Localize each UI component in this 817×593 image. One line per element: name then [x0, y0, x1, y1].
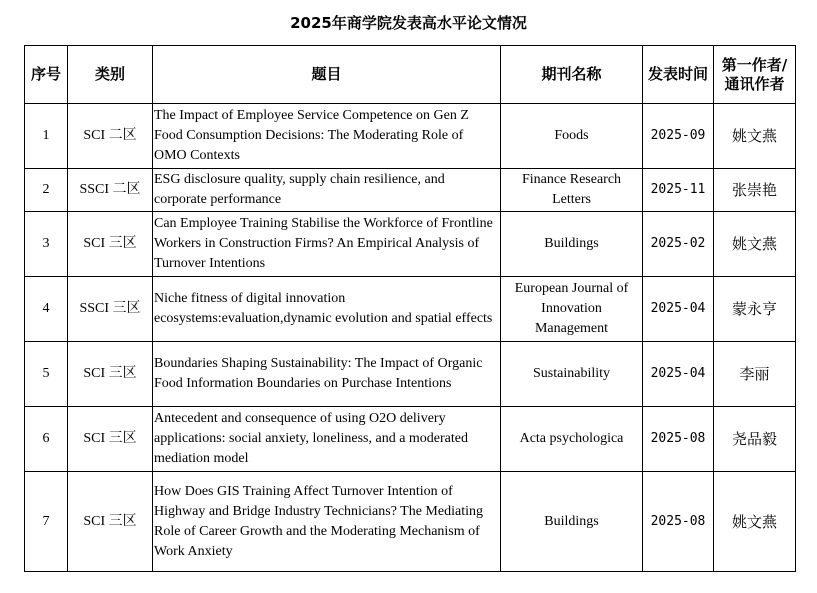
row-date: 2025-04	[643, 342, 714, 407]
row-paper-title: The Impact of Employee Service Competence on Gen Z Food Consumption Decisions: The Moderating Role of OMO Contexts	[153, 104, 501, 169]
row-category: SCI 二区	[68, 104, 153, 169]
row-category: SSCI 二区	[68, 169, 153, 212]
row-date: 2025-08	[643, 472, 714, 572]
row-paper-title: Can Employee Training Stabilise the Workforce of Frontline Workers in Construction Firms? An Empirical Analysis of Turnover Intentions	[153, 212, 501, 277]
header-author	[714, 46, 796, 104]
row-journal: Buildings	[501, 472, 643, 572]
row-category: SCI 三区	[68, 407, 153, 472]
row-index: 1	[25, 104, 68, 169]
row-journal: European Journal of Innovation Management	[501, 277, 643, 342]
header-date: 发表时间	[643, 46, 714, 104]
header-paper-title: 题目	[153, 46, 501, 104]
row-journal: Acta psychologica	[501, 407, 643, 472]
header-author-line2: 通讯作者	[724, 74, 785, 93]
row-category: SSCI 三区	[68, 277, 153, 342]
row-author: 姚文燕	[714, 212, 796, 277]
row-category: SCI 三区	[68, 212, 153, 277]
row-author: 姚文燕	[714, 472, 796, 572]
header-index: 序号	[25, 46, 68, 104]
row-index: 3	[25, 212, 68, 277]
row-journal: Sustainability	[501, 342, 643, 407]
row-paper-title: How Does GIS Training Affect Turnover Intention of Highway and Bridge Industry Technicians? The Mediating Role of Career Growth and the Moderating Mechanism of Work Anxiety	[153, 472, 501, 572]
table-row	[25, 472, 796, 572]
row-journal: Finance Research Letters	[501, 169, 643, 212]
row-date: 2025-09	[643, 104, 714, 169]
table-row	[25, 342, 796, 407]
table-header-row	[25, 46, 796, 104]
row-index: 6	[25, 407, 68, 472]
row-paper-title: Boundaries Shaping Sustainability: The Impact of Organic Food Information Boundaries on Purchase Intentions	[153, 342, 501, 407]
header-category: 类别	[68, 46, 153, 104]
row-journal: Foods	[501, 104, 643, 169]
row-author: 尧品毅	[714, 407, 796, 472]
row-index: 2	[25, 169, 68, 212]
table-row	[25, 104, 796, 169]
table-row	[25, 407, 796, 472]
row-author: 李丽	[714, 342, 796, 407]
row-author: 蒙永亨	[714, 277, 796, 342]
row-date: 2025-11	[643, 169, 714, 212]
row-index: 7	[25, 472, 68, 572]
row-author: 姚文燕	[714, 104, 796, 169]
row-date: 2025-04	[643, 277, 714, 342]
row-index: 5	[25, 342, 68, 407]
row-date: 2025-08	[643, 407, 714, 472]
row-paper-title: Antecedent and consequence of using O2O delivery applications: social anxiety, loneliness, and a moderated mediation model	[153, 407, 501, 472]
papers-table	[24, 45, 796, 572]
row-category: SCI 三区	[68, 472, 153, 572]
row-paper-title: Niche fitness of digital innovation ecosystems:evaluation,dynamic evolution and spatial effects	[153, 277, 501, 342]
row-index: 4	[25, 277, 68, 342]
table-row	[25, 277, 796, 342]
row-date: 2025-02	[643, 212, 714, 277]
row-category: SCI 三区	[68, 342, 153, 407]
row-author: 张崇艳	[714, 169, 796, 212]
row-paper-title: ESG disclosure quality, supply chain resilience, and corporate performance	[153, 169, 501, 212]
table-row	[25, 212, 796, 277]
header-journal: 期刊名称	[501, 46, 643, 104]
row-journal: Buildings	[501, 212, 643, 277]
table-row	[25, 169, 796, 212]
header-author-line1: 第一作者/	[721, 55, 788, 74]
page-title: 2025年商学院发表高水平论文情况	[290, 14, 527, 32]
